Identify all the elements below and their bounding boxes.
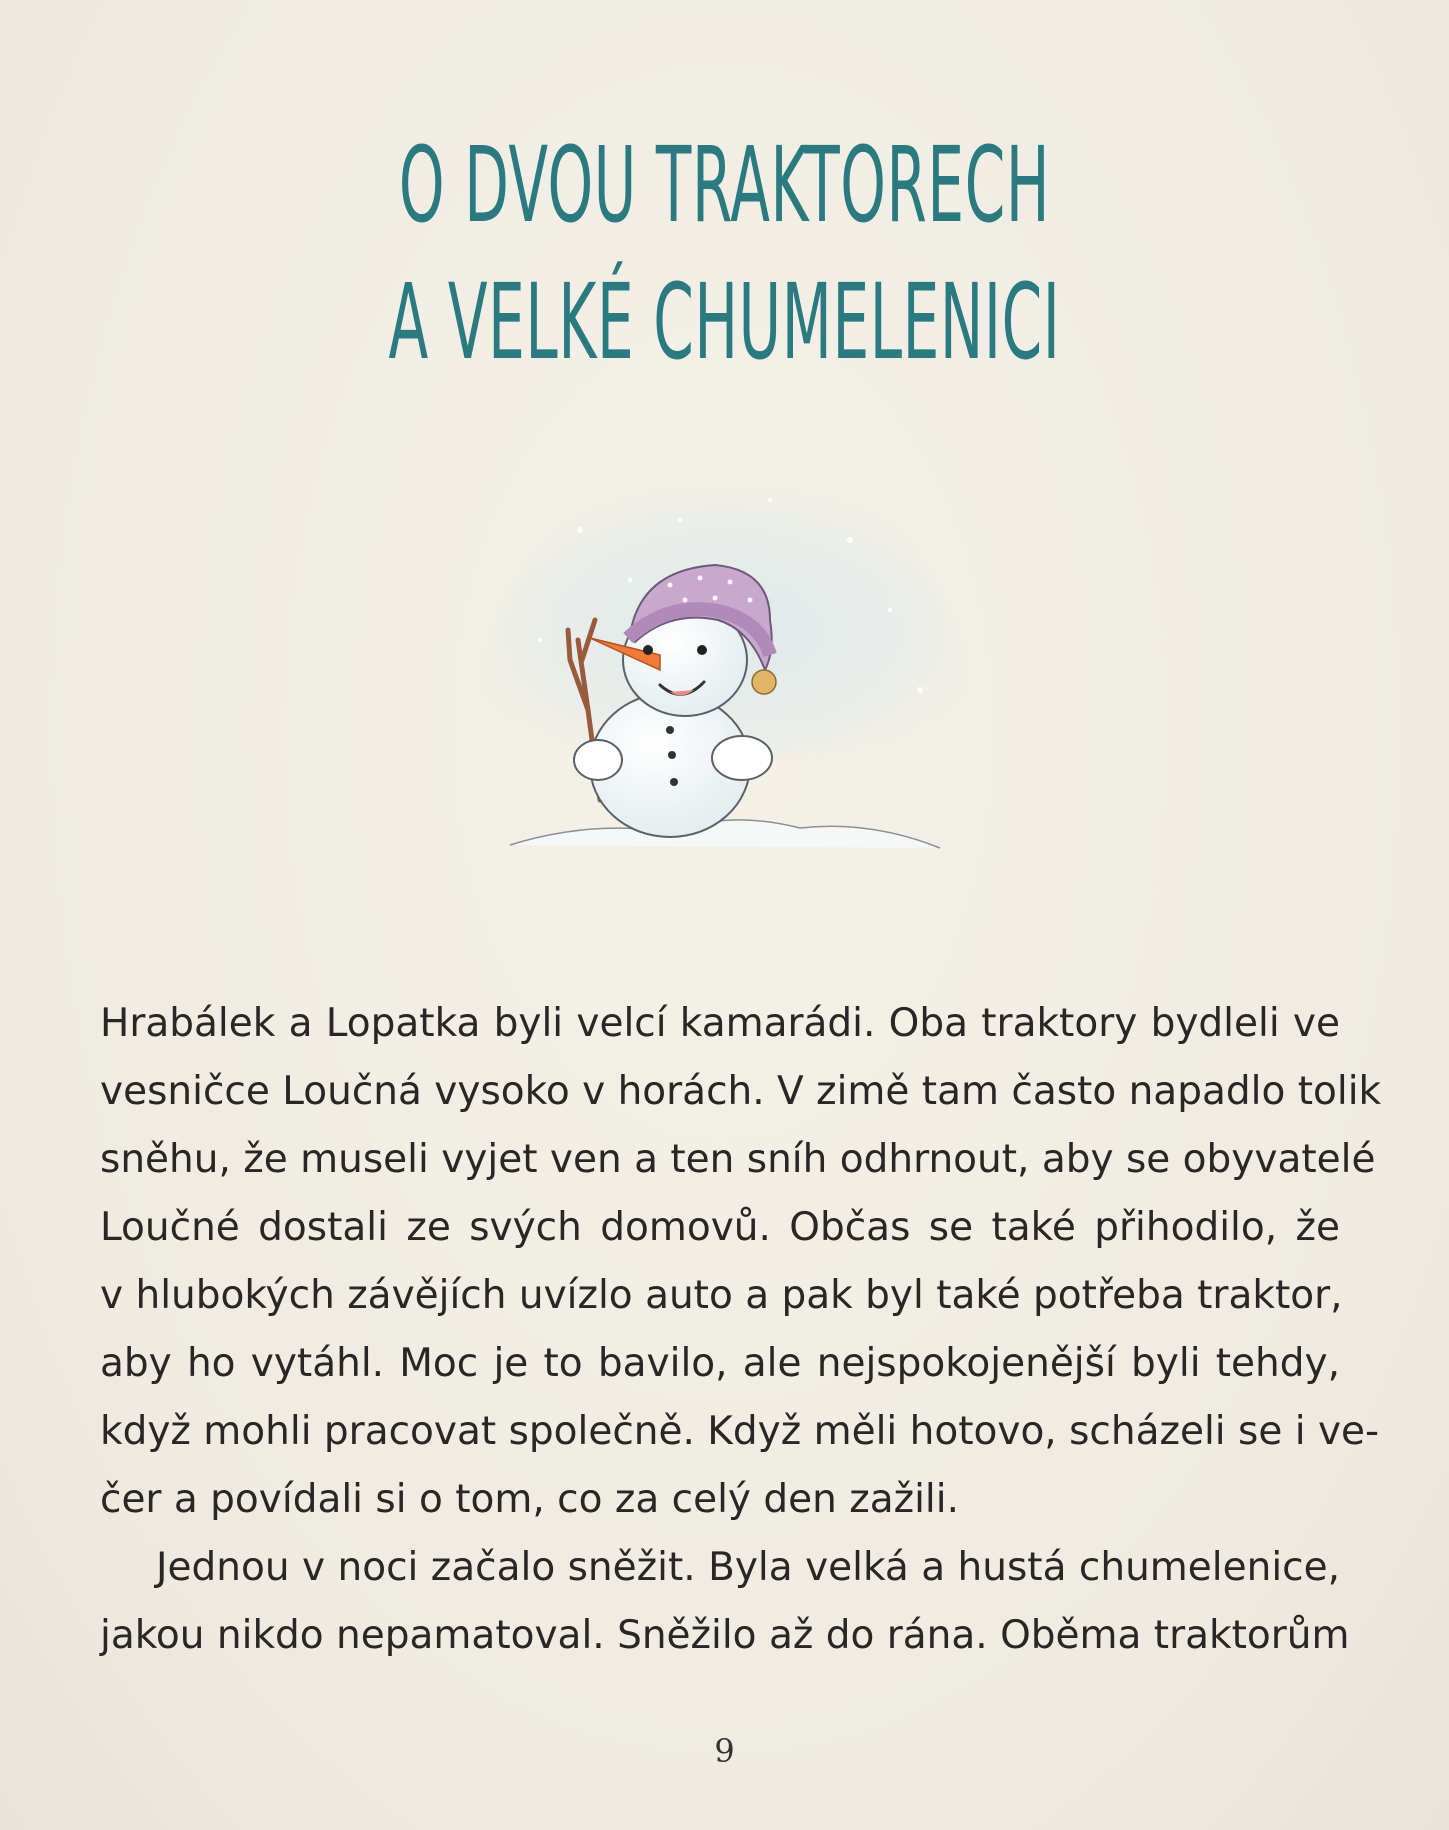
story-text — [100, 990, 1382, 1670]
text-line: Loučné dostali ze svých domovů. Občas se také přihodilo, že — [100, 1205, 1340, 1250]
text-line: čer a povídali si o tom, co za celý den zažili. — [100, 1477, 959, 1522]
chapter-title-line-1: O DVOU TRAKTORECH — [398, 124, 1051, 246]
text-line: když mohli pracovat společně. Když měli hotovo, scházeli se i ve- — [100, 1409, 1380, 1454]
text-line: v hlubokých závějích uvízlo auto a pak byl také potřeba traktor, — [100, 1273, 1343, 1318]
text-line: Hrabálek a Lopatka byli velcí kamarádi. Oba traktory bydleli ve — [100, 1001, 1340, 1046]
page-number: 9 — [714, 1732, 735, 1770]
text-line: Jednou v noci začalo sněžit. Byla velká a hustá chumelenice, — [156, 1545, 1340, 1590]
text-line: vesničce Loučná vysoko v horách. V zimě tam často napadlo tolik — [100, 1069, 1382, 1114]
text-line: jakou nikdo nepamatoval. Sněžilo až do rána. Oběma traktorům — [100, 1613, 1350, 1658]
text-line: aby ho vytáhl. Moc je to bavilo, ale nejspokojenější byli tehdy, — [100, 1341, 1340, 1386]
text-line: sněhu, že museli vyjet ven a ten sníh odhrnout, aby se obyvatelé — [100, 1137, 1376, 1182]
snowman-illustration — [470, 460, 990, 880]
chapter-title-line-2: A VELKÉ CHUMELENICI — [388, 261, 1061, 383]
